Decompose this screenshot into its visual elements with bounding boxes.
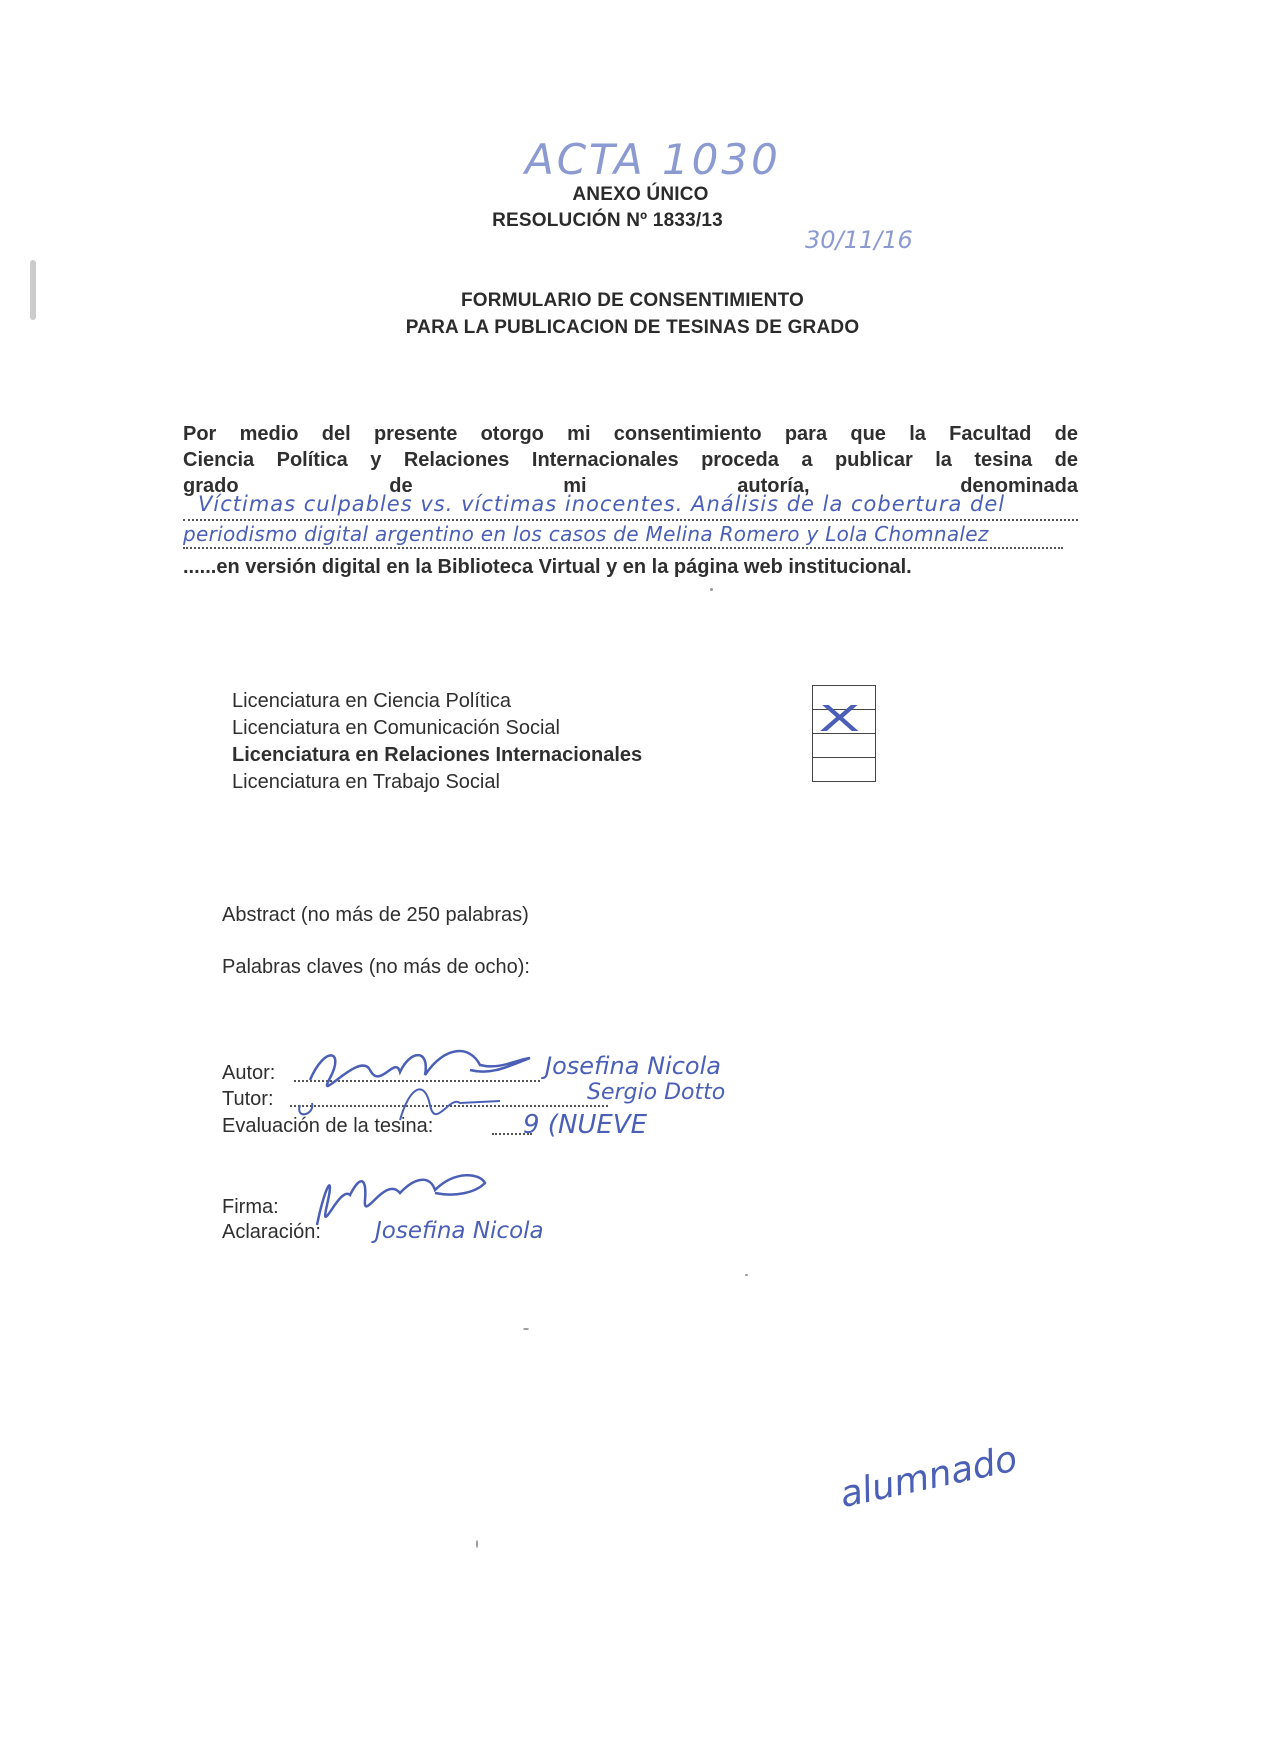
author-name: Josefina Nicola: [545, 1052, 721, 1080]
scan-speck: [476, 1540, 478, 1548]
tutor-name: Sergio Dotto: [587, 1080, 726, 1105]
word-autoria: autoría,: [737, 475, 810, 497]
evaluation-label: Evaluación de la tesina:: [222, 1115, 434, 1137]
checkbox-trabajo-social[interactable]: [812, 757, 876, 782]
checkbox-comunicacion-social[interactable]: [812, 699, 876, 740]
title-dotted-line-2: [183, 547, 1063, 549]
clarification-label: Aclaración:: [222, 1221, 321, 1243]
degree-relaciones-internacionales: Licenciatura en Relaciones Internacionales: [232, 744, 643, 766]
word-grado: grado: [183, 475, 239, 497]
checkbox-relaciones-internacionales[interactable]: [812, 733, 876, 758]
consent-closing: ......en versión digital en la Biblioteca Virtual y en la página web institucional.: [183, 556, 912, 578]
form-title-line2: PARA LA PUBLICACION DE TESINAS DE GRADO: [405, 317, 860, 338]
word-de: de: [389, 475, 413, 497]
scan-speck: [30, 260, 36, 320]
scan-speck: [745, 1274, 748, 1276]
word-mi: mi: [563, 475, 587, 497]
degree-trabajo-social: Licenciatura en Trabajo Social: [232, 771, 500, 793]
thesis-title-line2: periodismo digital argentino en los casos de Melina Romero y Lola Chomnalez: [183, 522, 989, 546]
word-denominada: denominada: [960, 475, 1078, 497]
title-dotted-line-1: [183, 519, 1078, 521]
consent-line-2: Ciencia Política y Relaciones Internacionales proceda a publicar la tesina de: [183, 449, 1078, 471]
check-mark: X: [818, 699, 861, 740]
date-handwritten: 30/11/16: [805, 226, 913, 254]
keywords-label: Palabras claves (no más de ocho):: [222, 956, 530, 978]
acta-handwritten: ACTA 1030: [525, 135, 781, 184]
annex-title: ANEXO ÚNICO: [572, 184, 709, 205]
signature-label: Firma:: [222, 1196, 279, 1218]
bottom-handwritten-note: alumnado: [836, 1438, 1021, 1516]
tutor-label: Tutor:: [222, 1088, 274, 1110]
scan-speck: [523, 1328, 529, 1330]
degree-ciencia-politica: Licenciatura en Ciencia Política: [232, 690, 512, 712]
consent-line-1: Por medio del presente otorgo mi consentimiento para que la Facultad de: [183, 423, 1078, 445]
abstract-label: Abstract (no más de 250 palabras): [222, 904, 529, 926]
degree-comunicacion-social: Licenciatura en Comunicación Social: [232, 717, 560, 739]
degree-checkbox-column: [812, 686, 876, 782]
evaluation-grade: 9 (NUEVE: [523, 1110, 648, 1140]
thesis-title-line1: Víctimas culpables vs. víctimas inocentes. Análisis de la cobertura del: [198, 492, 1006, 516]
scan-speck: [710, 588, 713, 591]
resolution-number: RESOLUCIÓN Nº 1833/13: [492, 210, 723, 231]
author-label: Autor:: [222, 1062, 276, 1084]
clarification-name: Josefina Nicola: [375, 1218, 544, 1244]
form-title-line1: FORMULARIO DE CONSENTIMIENTO: [460, 290, 805, 311]
